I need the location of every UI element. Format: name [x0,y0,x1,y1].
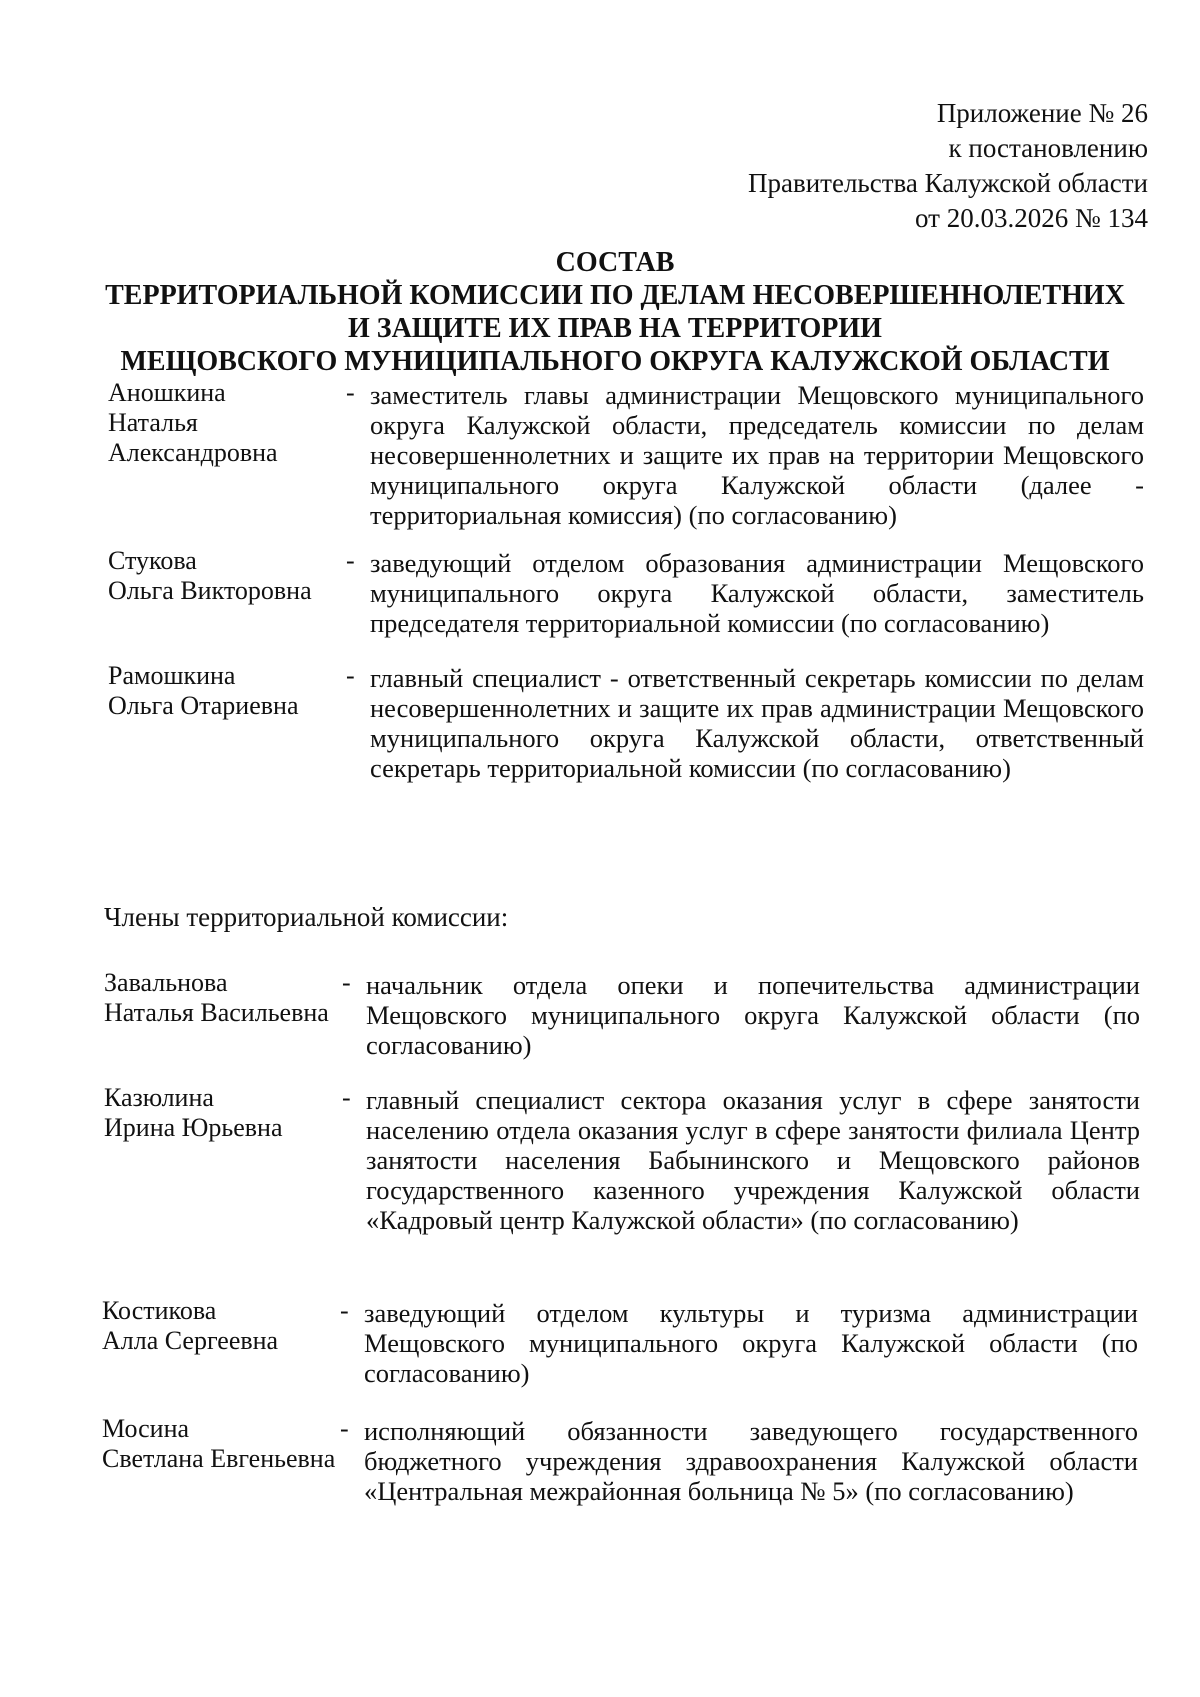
members-heading: Члены территориальной комиссии: [104,902,509,932]
member-surname: Рамошкина [108,661,236,690]
member-patronymic: Александровна [108,438,278,467]
appendix-date-number: от 20.03.2026 № 134 [915,203,1148,233]
member-name [108,661,340,721]
member-name [108,546,340,606]
member-given-names: Светлана Евгеньевна [102,1444,336,1473]
title-line-4: МЕЩОВСКОГО МУНИЦИПАЛЬНОГО ОКРУГА КАЛУЖСКОЙ ОБЛАСТИ [120,346,1110,377]
member-first-name: Наталья [108,408,198,437]
member-surname: Аношкина [108,378,226,407]
member-name [104,968,336,1028]
member-position: главный специалист - ответственный секретарь комиссии по делам несовершеннолетних и защите их прав администрации Мещовского муниципального округа Калужской области, ответственный секретарь территориальной комиссии (по согласованию) [370,663,1144,783]
member-position: начальник отдела опеки и попечительства администрации Мещовского муниципального округа Калужской области (по согласованию) [366,970,1140,1060]
member-name [102,1296,334,1356]
member-position: заведующий отделом культуры и туризма администрации Мещовского муниципального округа Калужской области (по согласованию) [364,1298,1138,1388]
member-given-names: Алла Сергеевна [102,1326,279,1355]
separator-dash: - [346,378,355,407]
appendix-reference [748,96,1148,236]
member-given-names: Ольга Викторовна [108,576,312,605]
appendix-number: Приложение № 26 [936,98,1148,128]
appendix-to-resolution: к постановлению [948,133,1148,163]
member-name [102,1414,334,1474]
member-surname: Казюлина [104,1083,214,1112]
separator-dash: - [342,1083,351,1112]
title-line-1: СОСТАВ [555,247,675,278]
member-given-names: Ирина Юрьевна [104,1113,283,1142]
document-title [60,246,1170,378]
member-given-names: Ольга Отариевна [108,691,299,720]
member-position: исполняющий обязанности заведующего государственного бюджетного учреждения здравоохранения Калужской области «Центральная межрайонная больница № 5» (по согласованию) [364,1416,1138,1506]
separator-dash: - [342,968,351,997]
separator-dash: - [340,1414,349,1443]
member-name [104,1083,336,1143]
separator-dash: - [346,661,355,690]
member-position: заведующий отделом образования администрации Мещовского муниципального округа Калужской области, заместитель председателя территориальной комиссии (по согласованию) [370,548,1144,638]
member-surname: Стукова [108,546,197,575]
appendix-government: Правительства Калужской области [747,168,1148,198]
member-position: главный специалист сектора оказания услуг в сфере занятости населению отдела оказания услуг в сфере занятости филиала Центр занятости населения Бабынинского и Мещовского районов государственного казенного учреждения Калужской области «Кадровый центр Калужской области» (по согласованию) [366,1085,1140,1235]
member-name [108,378,340,468]
member-surname: Костикова [102,1296,217,1325]
title-line-3: И ЗАЩИТЕ ИХ ПРАВ НА ТЕРРИТОРИИ [348,313,882,344]
member-surname: Завальнова [104,968,228,997]
member-surname: Мосина [102,1414,190,1443]
member-position: заместитель главы администрации Мещовского муниципального округа Калужской области, председатель комиссии по делам несовершеннолетних и защите их прав на территории Мещовского муниципального округа Калужской области (далее - территориальная комиссия) (по согласованию) [370,380,1144,530]
member-given-names: Наталья Васильевна [104,998,329,1027]
separator-dash: - [346,546,355,575]
separator-dash: - [340,1296,349,1325]
title-line-2: ТЕРРИТОРИАЛЬНОЙ КОМИССИИ ПО ДЕЛАМ НЕСОВЕРШЕННОЛЕТНИХ [105,280,1125,311]
